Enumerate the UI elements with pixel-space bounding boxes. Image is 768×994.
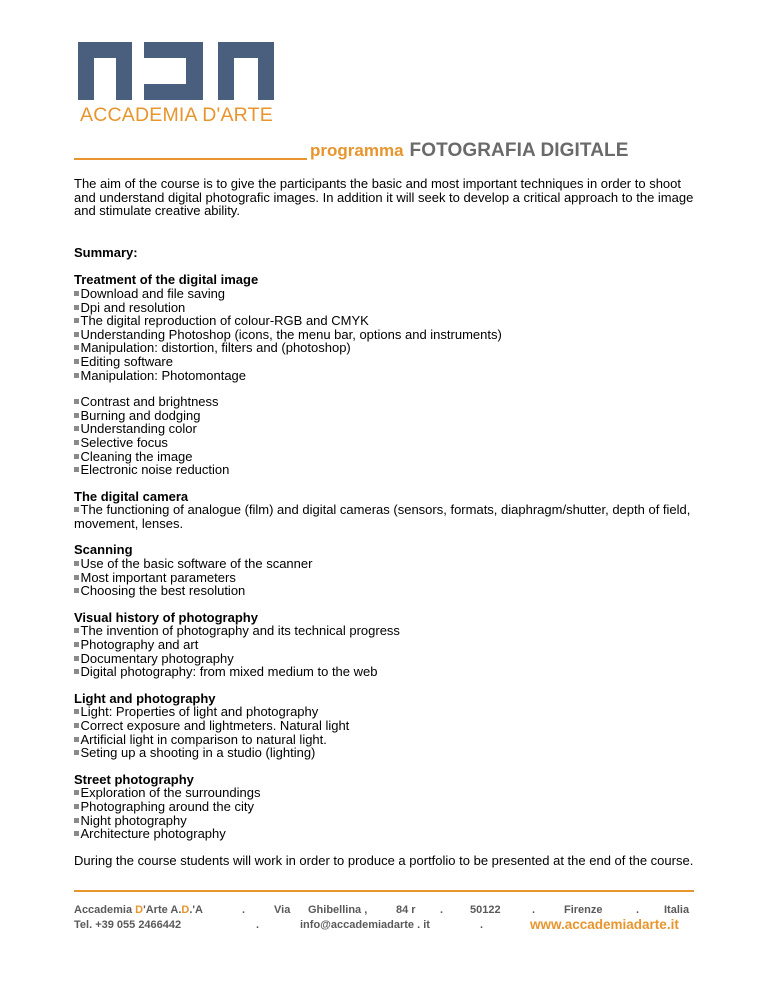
list-item [74,624,694,638]
academy-logo [78,42,274,132]
square-bullet-icon [74,737,79,742]
square-bullet-icon [74,291,79,296]
list-item-text: The invention of photography and its technical progress [80,623,400,639]
list-item-text: Photography and art [80,637,199,653]
list-item [74,584,694,598]
footer-country: Italia [664,903,690,916]
square-bullet-icon [74,831,79,836]
section-group [74,273,694,382]
square-bullet-icon [74,454,79,459]
footer-dot: . [256,918,260,931]
section-title: The digital camera [74,488,189,504]
square-bullet-icon [74,642,79,647]
square-bullet-icon [74,656,79,661]
footer-city: Firenze [564,903,603,916]
square-bullet-icon [74,669,79,674]
list-item [74,436,694,450]
square-bullet-icon [74,561,79,566]
section-title: Visual history of photography [74,609,258,625]
closing-paragraph: During the course students will work in order to produce a portfolio to be presented at the end of the course. [74,852,694,868]
footer-row-contact [74,916,694,934]
footer-academy-name: Accademia D'Arte A.D.'A [74,903,203,916]
footer-number: 84 r [396,903,416,916]
list-item-text: Digital photography: from mixed medium to the web [80,664,378,680]
list-item [74,328,694,342]
title-underline [74,158,307,160]
list-item-text: Artificial light in comparison to natural light. [80,731,327,747]
square-bullet-icon [74,750,79,755]
list-item [74,341,694,355]
square-bullet-icon [74,588,79,593]
sections-list [74,273,694,840]
square-bullet-icon [74,628,79,633]
footer-email[interactable]: info@accademiadarte . it [300,918,430,931]
list-item [74,827,694,841]
square-bullet-icon [74,467,79,472]
intro-paragraph: The aim of the course is to give the participants the basic and most important techniques in order to shoot and understand digital photografic images. In addition it will seek to develop a critical approach to the image and stimulate creative ability. [74,176,694,219]
title-main: FOTOGRAFIA DIGITALE [409,140,629,161]
list-item [74,638,694,652]
list-item-text: Architecture photography [80,826,226,842]
square-bullet-icon [74,818,79,823]
course-content [74,177,694,867]
list-item [74,719,694,733]
logo-letters-icon [78,42,274,100]
list-item [74,463,694,477]
list-item-text: Choosing the best resolution [80,583,246,599]
list-item [74,287,694,301]
section-group [74,692,694,760]
list-item-text: Light: Properties of light and photography [80,704,319,720]
list-item [74,800,694,814]
list-item [74,814,694,828]
footer-website-link[interactable]: www.accademiadarte.it [530,916,679,932]
list-item-text: Documentary photography [80,650,234,666]
list-item-text: Seting up a shooting in a studio (lighting) [80,745,316,761]
title-prefix: programma [310,141,404,160]
list-item-text: Night photography [80,812,187,828]
square-bullet-icon [74,709,79,714]
footer-dot: . [440,903,444,916]
list-item [74,571,694,585]
list-item-text: The digital reproduction of colour-RGB and CMYK [80,313,369,329]
list-item-text: Selective focus [80,434,168,450]
list-item [74,746,694,760]
footer-street: Ghibellina , [308,903,368,916]
square-bullet-icon [74,426,79,431]
square-bullet-icon [74,790,79,795]
list-item-text: Cleaning the image [80,448,193,464]
list-item [74,450,694,464]
list-item [74,395,694,409]
list-item-text: Burning and dodging [80,407,201,423]
logo-text: ACCADEMIA D'ARTE [80,104,273,126]
section-title: Street photography [74,771,194,787]
square-bullet-icon [74,305,79,310]
list-item-text: Dpi and resolution [80,299,186,315]
section-group [74,395,694,477]
footer-dot: . [636,903,640,916]
section-title: Scanning [74,542,133,558]
list-item [74,301,694,315]
list-item-text: Use of the basic software of the scanner [80,556,313,572]
list-item-text: The functioning of analogue (film) and digital cameras (sensors, formats, diaphragm/shutter, depth of field, movement, lenses. [74,502,691,531]
list-item-text: Manipulation: distortion, filters and (photoshop) [80,340,351,356]
square-bullet-icon [74,413,79,418]
square-bullet-icon [74,804,79,809]
footer-zip: 50122 [470,903,501,916]
square-bullet-icon [74,318,79,323]
list-item-text: Download and file saving [80,285,226,301]
section-group [74,773,694,841]
list-item [74,355,694,369]
section-group [74,543,694,597]
list-item-text: Photographing around the city [80,798,254,814]
square-bullet-icon [74,345,79,350]
list-item-text: Editing software [80,353,173,369]
section-title: Treatment of the digital image [74,272,259,288]
list-item [74,409,694,423]
list-item [74,652,694,666]
list-item [74,733,694,747]
list-item [74,314,694,328]
list-item [74,557,694,571]
list-item-text: Exploration of the surroundings [80,785,261,801]
list-item [74,503,694,530]
footer-via: Via [274,903,291,916]
list-item-text: Electronic noise reduction [80,462,230,478]
square-bullet-icon [74,399,79,404]
square-bullet-icon [74,359,79,364]
footer-phone: Tel. +39 055 2466442 [74,918,182,931]
page-title [74,140,694,162]
section-group [74,611,694,679]
summary-label: Summary: [74,244,138,260]
section-group [74,490,694,531]
list-item-text: Most important parameters [80,569,236,585]
footer-divider [74,890,694,892]
list-item [74,786,694,800]
footer-dot: . [532,903,536,916]
list-item-text: Contrast and brightness [80,394,219,410]
square-bullet-icon [74,373,79,378]
section-title: Light and photography [74,690,216,706]
list-item [74,369,694,383]
square-bullet-icon [74,332,79,337]
footer-dot: . [242,903,246,916]
page-footer [74,890,694,934]
list-item-text: Understanding Photoshop (icons, the menu bar, options and instruments) [80,326,502,342]
square-bullet-icon [74,723,79,728]
list-item [74,422,694,436]
square-bullet-icon [74,575,79,580]
square-bullet-icon [74,440,79,445]
list-item-text: Correct exposure and lightmeters. Natural light [80,718,350,733]
list-item [74,705,694,719]
square-bullet-icon [74,507,79,512]
list-item-text: Understanding color [80,421,197,437]
list-item-text: Manipulation: Photomontage [80,367,247,383]
list-item [74,665,694,679]
footer-dot: . [480,918,484,931]
